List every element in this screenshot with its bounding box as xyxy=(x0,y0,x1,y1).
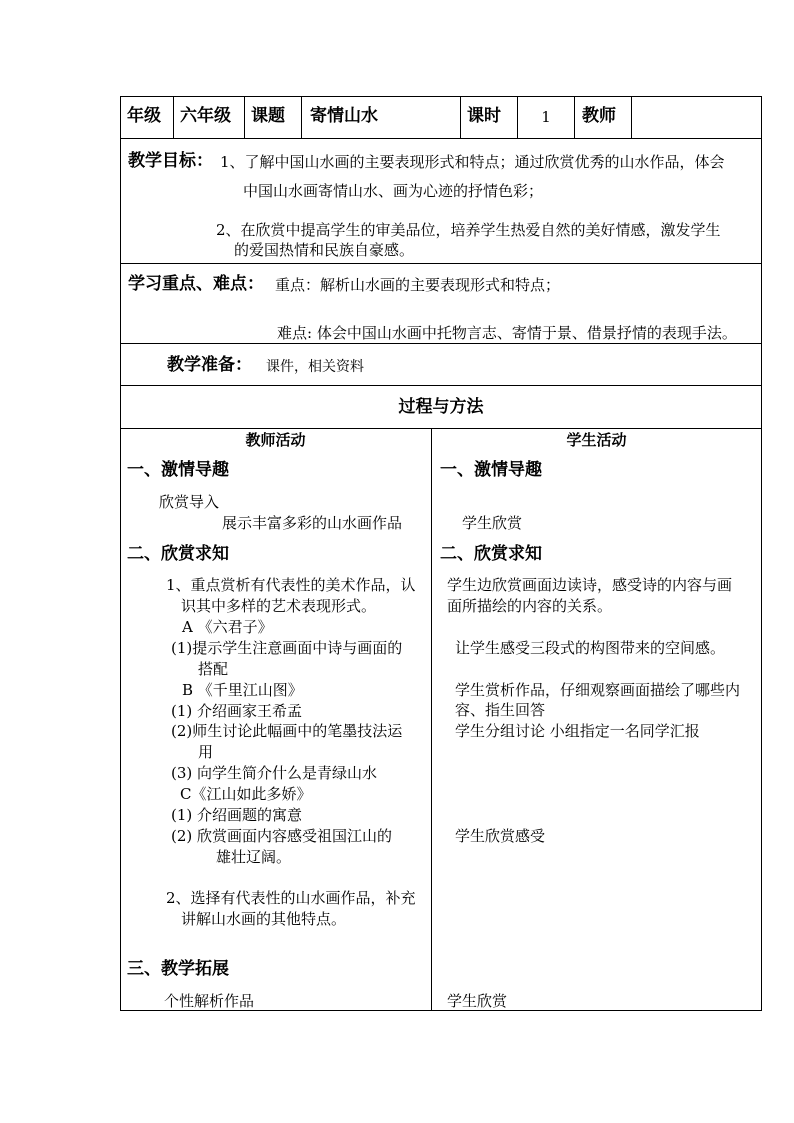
prep-value: 课件，相关资料 xyxy=(266,359,364,375)
teacher-section-title: 三、教学拓展 xyxy=(127,959,229,979)
teacher-text: 个性解析作品 xyxy=(164,992,255,1010)
teacher-text: (1) 介绍画家王希孟 xyxy=(171,702,303,720)
col-divider xyxy=(173,96,174,138)
student-text: 容、指生回答 xyxy=(455,701,546,719)
keypoints-label: 学习重点、难点： xyxy=(128,274,264,294)
student-text: 学生分组讨论 小组指定一名同学汇报 xyxy=(455,722,700,740)
col-divider xyxy=(301,96,302,138)
teacher-text: 1、重点赏析有代表性的美术作品，认 xyxy=(166,576,416,594)
col-divider xyxy=(460,96,461,138)
objectives-label: 教学目标： xyxy=(128,151,213,171)
student-text: 学生欣赏 xyxy=(447,992,508,1010)
teacher-text: C《江山如此多娇》 xyxy=(180,785,312,803)
teacher-text: 识其中多样的艺术表现形式。 xyxy=(181,597,377,615)
teacher-text: B 《千里江山图》 xyxy=(182,681,303,699)
teacher-text: (3) 向学生简介什么是青绿山水 xyxy=(171,764,378,782)
row-divider xyxy=(120,428,762,429)
col-divider xyxy=(574,96,575,138)
student-activity-heading: 学生活动 xyxy=(566,431,627,449)
teacher-text: (1) 介绍画题的寓意 xyxy=(171,806,303,824)
teacher-text: (1)提示学生注意画面中诗与画面的 xyxy=(171,639,403,657)
student-section-title: 一、激情导趣 xyxy=(440,460,542,480)
teacher-text: 2、选择有代表性的山水画作品，补充 xyxy=(166,889,416,907)
objectives-line: 1、了解中国山水画的主要表现形式和特点；通过欣赏优秀的山水作品，体会 xyxy=(220,153,725,171)
row-divider xyxy=(120,343,762,344)
keypoints-difficulty: 难点: 体会中国山水画中托物言志、寄情于景、借景抒情的表现手法。 xyxy=(277,324,737,342)
col-divider xyxy=(244,96,245,138)
objectives-line: 的爱国热情和民族自豪感。 xyxy=(234,241,415,259)
teacher-text: (2) 欣赏画面内容感受祖国江山的 xyxy=(171,827,393,845)
objectives-line: 2、在欣赏中提高学生的审美品位，培养学生热爱自然的美好情感，激发学生 xyxy=(216,221,721,239)
student-text: 学生欣赏感受 xyxy=(455,827,546,845)
period-value: 1 xyxy=(541,108,551,126)
prep-label: 教学准备： xyxy=(167,355,252,375)
teacher-text: 雄壮辽阔。 xyxy=(216,848,292,866)
student-text: 学生赏析作品，仔细观察画面描绘了哪些内 xyxy=(455,681,741,699)
teacher-section-title: 一、激情导趣 xyxy=(127,460,229,480)
period-label: 课时 xyxy=(467,106,501,126)
student-text: 面所描绘的内容的关系。 xyxy=(447,597,613,615)
teacher-text: (2)师生讨论此幅画中的笔墨技法运 xyxy=(171,722,403,740)
teacher-text: 用 xyxy=(198,743,214,761)
teacher-section-title: 二、欣赏求知 xyxy=(127,544,229,564)
teacher-activity-heading: 教师活动 xyxy=(245,431,306,449)
process-title: 过程与方法 xyxy=(398,397,484,417)
teacher-text: 展示丰富多彩的山水画作品 xyxy=(222,514,403,532)
row-divider xyxy=(120,263,762,264)
grade-label: 年级 xyxy=(127,106,161,126)
teacher-text: 搭配 xyxy=(198,660,229,678)
topic-label: 课题 xyxy=(251,106,285,126)
teacher-label: 教师 xyxy=(582,106,616,126)
student-text: 学生边欣赏画面边读诗，感受诗的内容与画 xyxy=(447,576,733,594)
student-text: 学生欣赏 xyxy=(462,514,523,532)
col-divider xyxy=(431,428,432,1011)
teacher-text: A 《六君子》 xyxy=(182,618,273,636)
objectives-line: 中国山水画寄情山水、画为心迹的抒情色彩； xyxy=(243,182,544,200)
grade-value: 六年级 xyxy=(180,106,231,126)
row-divider xyxy=(120,385,762,386)
student-section-title: 二、欣赏求知 xyxy=(440,544,542,564)
col-divider xyxy=(631,96,632,138)
row-divider xyxy=(120,138,762,139)
teacher-text: 讲解山水画的其他特点。 xyxy=(181,910,347,928)
topic-value: 寄情山水 xyxy=(310,106,378,126)
keypoints-key: 重点：解析山水画的主要表现形式和特点； xyxy=(275,276,561,294)
teacher-text: 欣赏导入 xyxy=(159,493,220,511)
student-text: 让学生感受三段式的构图带来的空间感。 xyxy=(455,639,726,657)
